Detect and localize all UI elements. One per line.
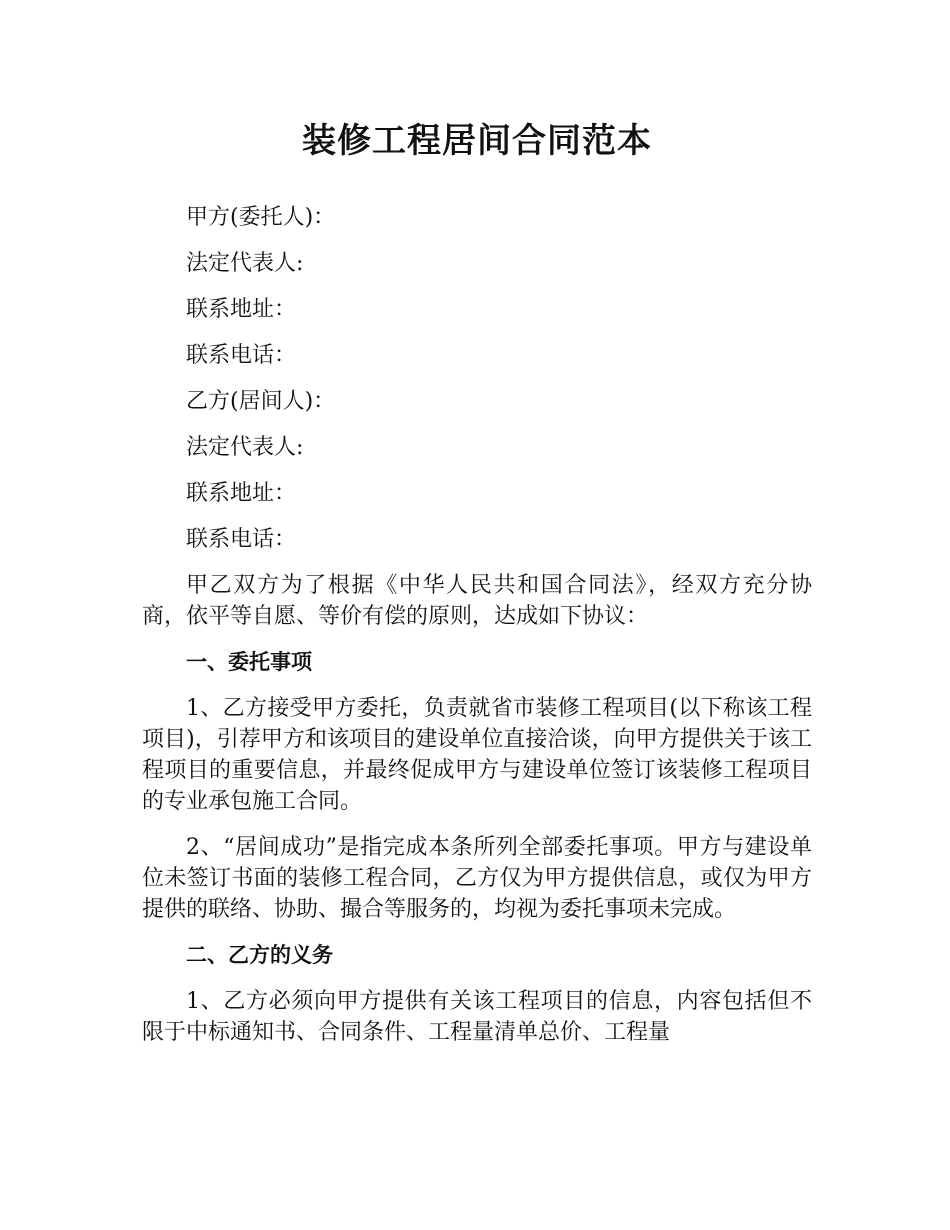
document-body — [142, 202, 812, 1063]
party-a-address: 联系地址： — [186, 297, 297, 322]
clause-paragraph: 2、“居间成功”是指完成本条所列全部委托事项。甲方与建设单位未签订书面的装修工程合同，乙方仅为甲方提供信息，或仅为甲方提供的联络、协助、撮合等服务的，均视为委托事项未完成。 — [142, 835, 812, 922]
clause-paragraph: 1、乙方必须向甲方提供有关该工程项目的信息，内容包括但不限于中标通知书、合同条件、工程量清单总价、工程量 — [142, 989, 812, 1045]
section-heading-party-b-obligations: 二、乙方的义务 — [186, 943, 333, 967]
party-b-label: 乙方(居间人)： — [186, 389, 336, 414]
intro-paragraph: 甲乙双方为了根据《中华人民共和国合同法》，经双方充分协商，依平等自愿、等价有偿的原则，达成如下协议： — [142, 573, 812, 629]
party-b-legal-rep: 法定代表人: — [186, 435, 304, 460]
party-b-phone: 联系电话： — [186, 527, 297, 552]
party-b-address: 联系地址： — [186, 481, 297, 506]
clause-paragraph: 1、乙方接受甲方委托，负责就省市装修工程项目(以下称该工程项目)，引荐甲方和该项目的建设单位直接洽谈，向甲方提供关于该工程项目的重要信息，并最终促成甲方与建设单位签订该装修工程项目的专业承包施工合同。 — [142, 696, 812, 814]
party-a-label: 甲方(委托人)： — [186, 205, 336, 230]
party-a-phone: 联系电话： — [186, 343, 297, 368]
section-heading-entrusted-matters: 一、委托事项 — [186, 650, 312, 674]
document-title: 装修工程居间合同范本 — [302, 121, 652, 161]
party-a-legal-rep: 法定代表人: — [186, 251, 304, 276]
